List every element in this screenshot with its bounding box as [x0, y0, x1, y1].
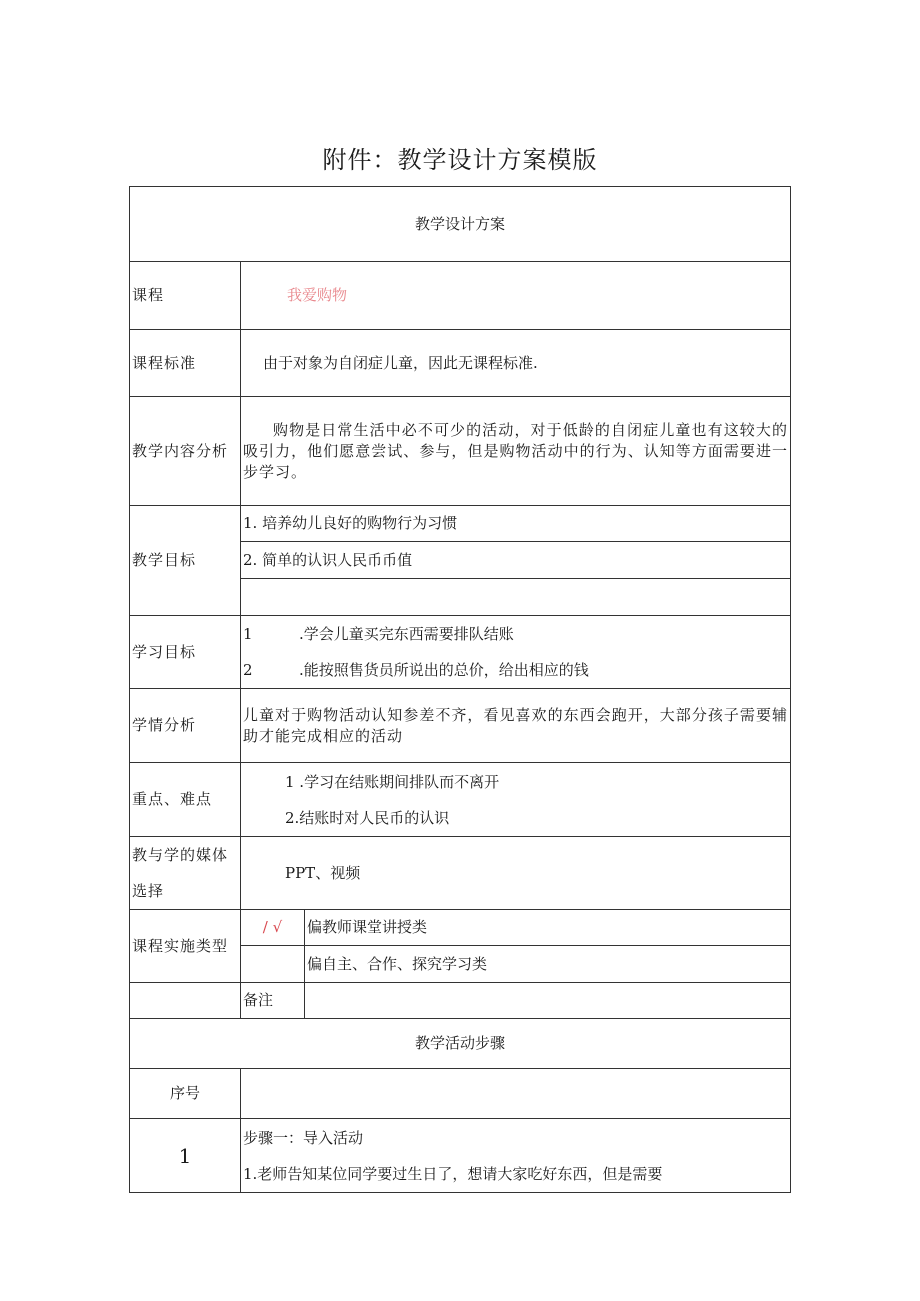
goal-item-1: 1. 培养幼儿良好的购物行为习惯 — [241, 506, 791, 542]
focus-label: 重点、难点 — [130, 763, 241, 837]
learning-item-2-text: .能按照售货员所说出的总价，给出相应的钱 — [299, 661, 589, 679]
type-label: 课程实施类型 — [130, 910, 241, 983]
steps-header: 教学活动步骤 — [130, 1019, 791, 1069]
focus-row — [130, 763, 791, 837]
learning-item-1 — [243, 616, 788, 652]
analysis-label: 学情分析 — [130, 689, 241, 763]
seq-label: 序号 — [130, 1069, 241, 1119]
header-row — [130, 187, 791, 262]
standard-value: 由于对象为自闭症儿童，因此无课程标准. — [241, 330, 791, 397]
course-value: 我爱购物 — [287, 286, 348, 304]
step-1-text: 1.老师告知某位同学要过生日了，想请大家吃好东西，但是需要 — [243, 1164, 663, 1183]
type-mark-2 — [241, 946, 305, 983]
learning-item-2-num: 2 — [243, 661, 253, 679]
content-label: 教学内容分析 — [130, 397, 241, 506]
note-label: 备注 — [241, 983, 305, 1019]
standard-label: 课程标准 — [130, 330, 241, 397]
analysis-row — [130, 689, 791, 763]
course-label: 课程 — [130, 262, 241, 330]
learning-item-1-text: .学会儿童买完东西需要排队结账 — [299, 625, 514, 643]
type-text-2: 偏自主、合作、探究学习类 — [305, 946, 791, 983]
step-1-num: 1 — [130, 1119, 241, 1193]
note-value — [305, 983, 791, 1019]
seq-row — [130, 1069, 791, 1119]
standard-row — [130, 330, 791, 397]
learning-row — [130, 616, 791, 689]
learning-item-1-num: 1 — [243, 625, 253, 643]
goals-label: 教学目标 — [130, 506, 241, 616]
media-row — [130, 837, 791, 910]
focus-list — [241, 763, 791, 837]
page-title: 附件：教学设计方案模版 — [322, 146, 598, 174]
type-row-1 — [130, 910, 791, 946]
step-1-title: 步骤一：导入活动 — [243, 1128, 364, 1147]
media-label: 教与学的媒体选择 — [130, 837, 241, 910]
learning-item-2 — [243, 652, 788, 688]
step-row-1 — [130, 1119, 791, 1193]
step-1-content — [241, 1119, 791, 1193]
goal-item-2: 2. 简单的认识人民币币值 — [241, 542, 791, 579]
goal-item-3 — [241, 579, 791, 616]
course-row — [130, 262, 791, 330]
type-mark-1: / √ — [241, 910, 305, 946]
analysis-value: 儿童对于购物活动认知参差不齐，看见喜欢的东西会跑开，大部分孩子需要辅助才能完成相应的活动 — [241, 689, 791, 763]
lesson-plan-table — [129, 186, 791, 1193]
media-value: PPT、视频 — [241, 837, 791, 910]
steps-header-row — [130, 1019, 791, 1069]
goals-row-1 — [130, 506, 791, 542]
table-header: 教学设计方案 — [130, 187, 791, 262]
content-row — [130, 397, 791, 506]
focus-item-1: 1 .学习在结账期间排队而不离开 — [285, 772, 500, 791]
seq-content — [241, 1069, 791, 1119]
note-row — [130, 983, 791, 1019]
focus-item-2: 2.结账时对人民币的认识 — [285, 808, 450, 827]
learning-list — [241, 616, 791, 689]
type-text-1: 偏教师课堂讲授类 — [305, 910, 791, 946]
learning-label: 学习目标 — [130, 616, 241, 689]
content-value: 购物是日常生活中必不可少的活动，对于低龄的自闭症儿童也有这较大的吸引力，他们愿意尝试、参与，但是购物活动中的行为、认知等方面需要进一步学习。 — [241, 397, 791, 506]
